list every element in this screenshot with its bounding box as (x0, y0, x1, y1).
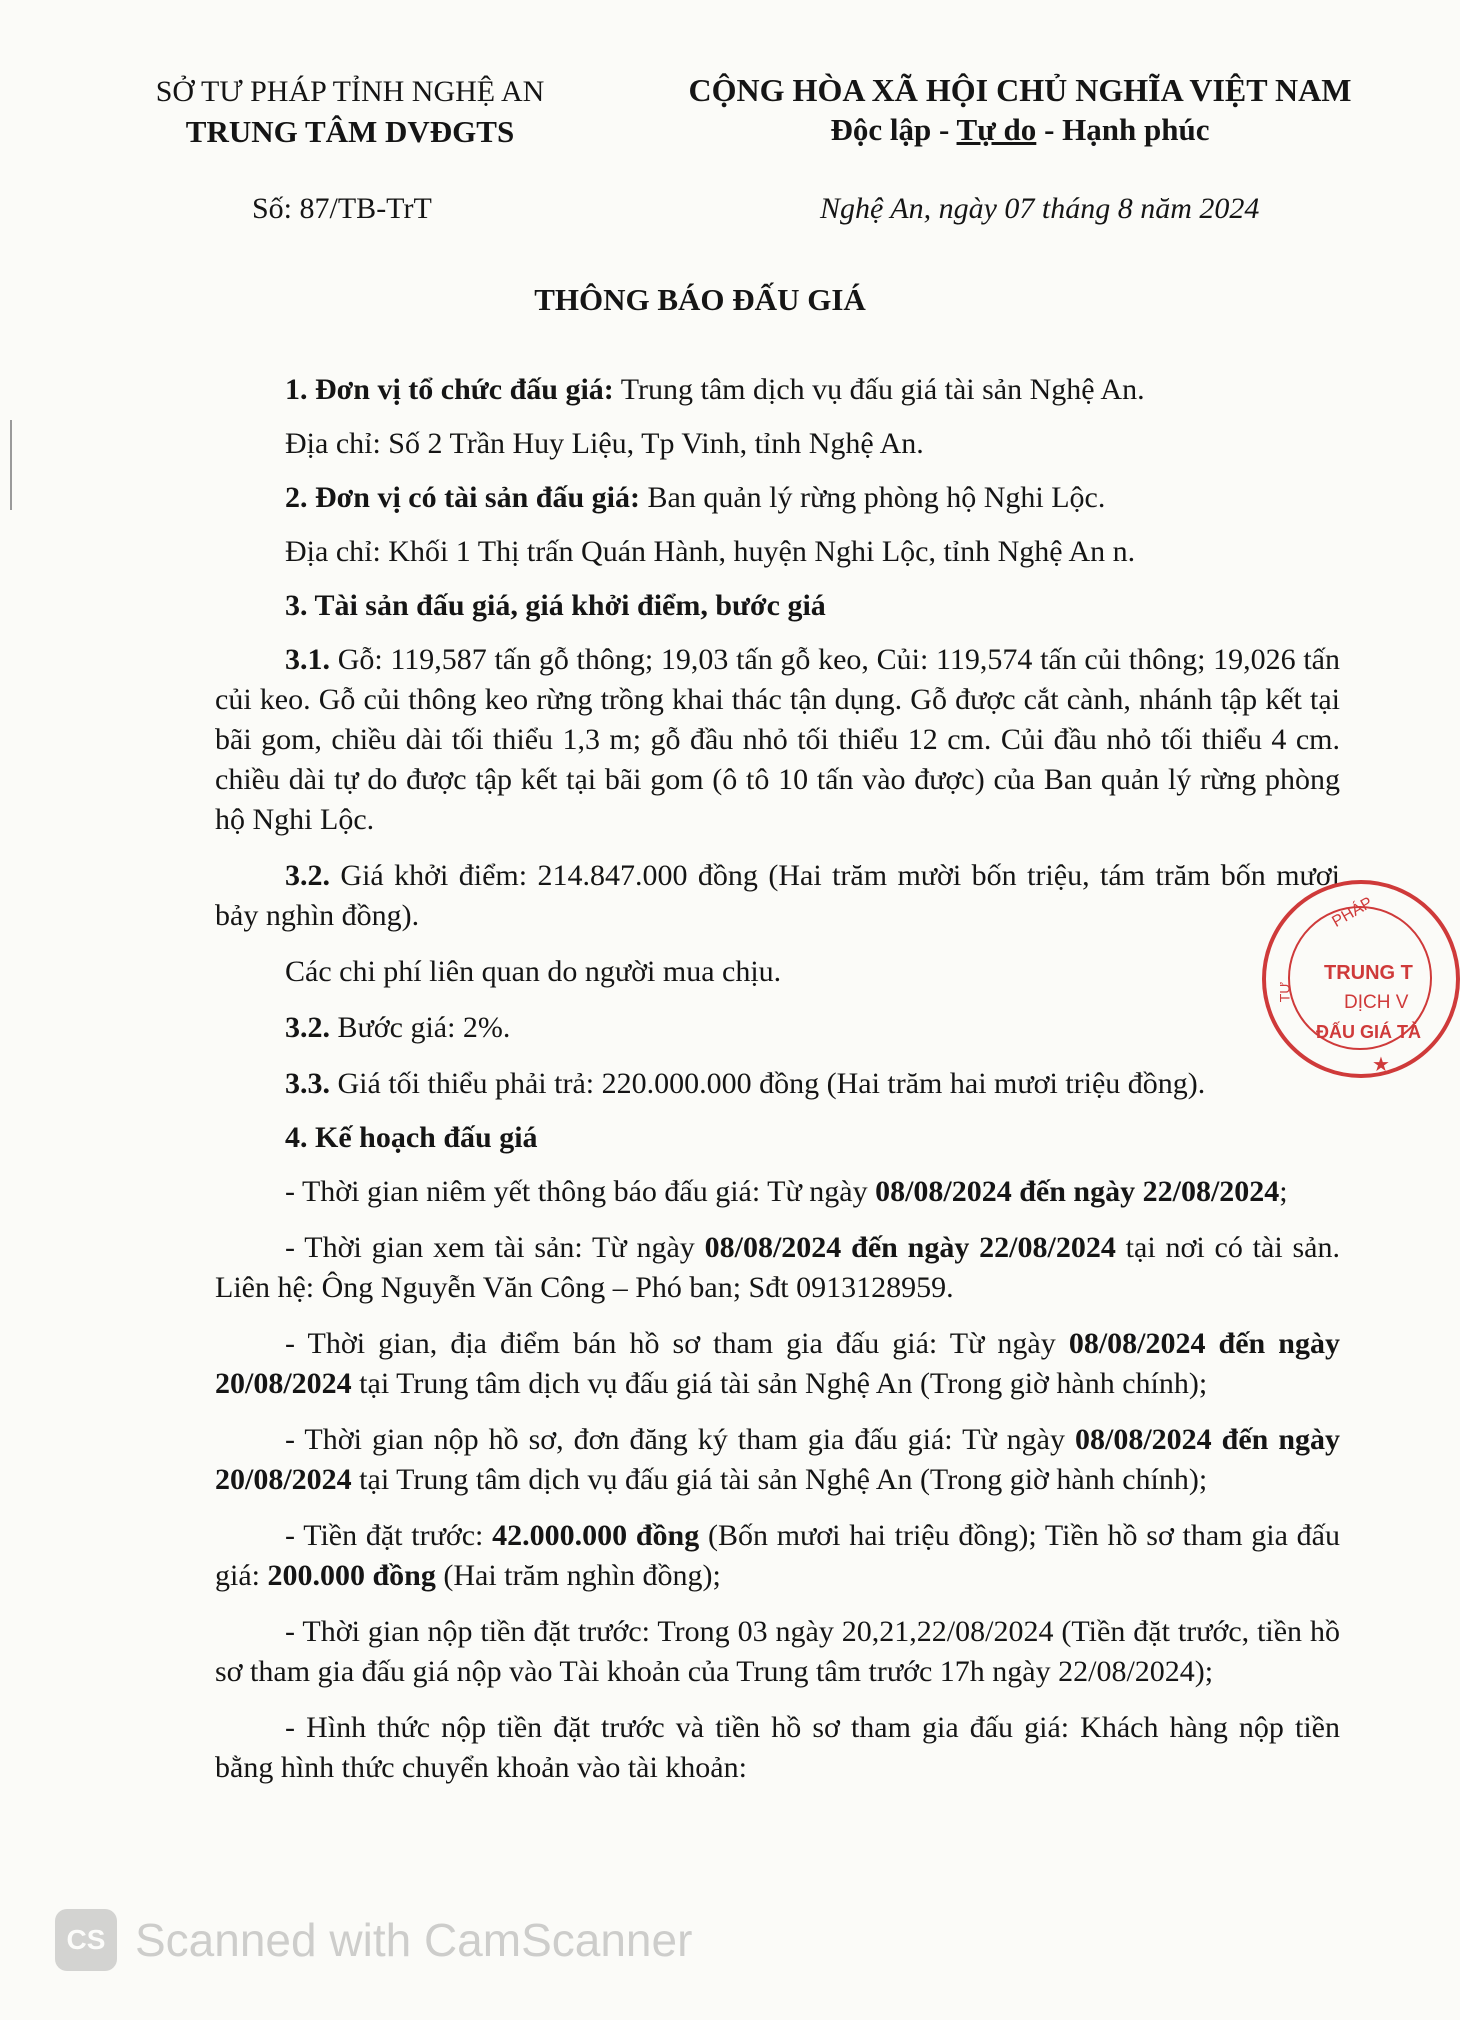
section-3-3-label: 3.3. (285, 1067, 330, 1100)
plan-item-3-dates: 08/08/2024 đến ngày 20/08/2024 (215, 1327, 1340, 1400)
place-date: Nghệ An, ngày 07 tháng 8 năm 2024 (820, 192, 1260, 225)
dossier-fee: 200.000 đồng (267, 1559, 436, 1592)
plan-item-2-dates: 08/08/2024 đến ngày 22/08/2024 (704, 1231, 1116, 1264)
motto-sep-1: - (931, 112, 957, 147)
plan-item-5 (215, 1516, 1340, 1596)
section-4-heading (215, 1118, 1340, 1158)
section-3-2-costs: Các chi phí liên quan do người mua chịu. (285, 955, 782, 988)
motto-sep-2: - (1036, 112, 1063, 147)
plan-item-1 (215, 1172, 1340, 1212)
scan-edge-mark (10, 420, 12, 510)
section-3-2 (215, 856, 1340, 936)
plan-item-1-a: - Thời gian niêm yết thông báo đấu giá: Từ ngày (285, 1175, 876, 1208)
plan-item-4-a: - Thời gian nộp hồ sơ, đơn đăng ký tham gia đấu giá: Từ ngày (285, 1423, 1075, 1456)
motto-part-3: Hạnh phúc (1062, 112, 1210, 147)
plan-item-3-a: - Thời gian, địa điểm bán hồ sơ tham gia đấu giá: Từ ngày (285, 1327, 1069, 1360)
plan-item-3 (215, 1324, 1340, 1404)
section-1-label: 1. Đơn vị tổ chức đấu giá: (285, 373, 614, 406)
watermark-text: Scanned with CamScanner (135, 1914, 693, 1966)
national-header (660, 70, 1380, 150)
section-3-3-text: Giá tối thiểu phải trả: 220.000.000 đồng (Hai trăm hai mươi triệu đồng). (330, 1067, 1206, 1100)
document-body (215, 370, 1340, 1804)
section-3-2-step (215, 1008, 1340, 1048)
motto-part-1: Độc lập (830, 112, 932, 147)
camscanner-watermark (55, 1905, 692, 1975)
section-3-2-text: Giá khởi điểm: 214.847.000 đồng (Hai trăm mười bốn triệu, tám trăm bốn mươi bảy nghìn đồng). (215, 859, 1340, 932)
stamp-arc-left: TƯ (1276, 981, 1293, 1003)
deposit-amount: 42.000.000 đồng (492, 1519, 700, 1552)
national-title: CỘNG HÒA XÃ HỘI CHỦ NGHĨA VIỆT NAM (688, 72, 1352, 108)
section-3-2-step-text: Bước giá: 2%. (330, 1011, 511, 1044)
section-2-value: Ban quản lý rừng phòng hộ Nghi Lộc. (640, 481, 1106, 514)
camscanner-logo-icon: CS (55, 1909, 117, 1971)
plan-item-5-e: (Hai trăm nghìn đồng); (435, 1559, 721, 1592)
plan-item-4-dates: 08/08/2024 đến ngày 20/08/2024 (215, 1423, 1341, 1496)
plan-item-7: - Hình thức nộp tiền đặt trước và tiền hồ sơ tham gia đấu giá: Khách hàng nộp tiền bằng hình thức chuyển khoản vào tài khoản: (215, 1711, 1340, 1784)
plan-item-2-a: - Thời gian xem tài sản: Từ ngày (285, 1231, 705, 1264)
stamp-arc-top: PHÁP (1329, 894, 1376, 931)
issuer-header (120, 72, 580, 152)
plan-item-1-dates: 08/08/2024 đến ngày 22/08/2024 (875, 1175, 1280, 1208)
section-4-heading-text: 4. Kế hoạch đấu giá (285, 1121, 538, 1154)
motto-part-2: Tự do (956, 112, 1037, 147)
section-3-heading (215, 586, 1340, 626)
section-1-address: Địa chỉ: Số 2 Trần Huy Liệu, Tp Vinh, tỉnh Nghệ An. (285, 427, 924, 460)
stamp-line-3: ĐẤU GIÁ TÀ (1316, 1022, 1421, 1042)
plan-item-4 (215, 1420, 1340, 1500)
issuer-department: SỞ TƯ PHÁP TỈNH NGHỆ AN (155, 75, 545, 108)
section-3-2-step-label: 3.2. (285, 1011, 330, 1044)
document-number: Số: 87/TB-TrT (252, 192, 432, 225)
section-3-heading-text: 3. Tài sản đấu giá, giá khởi điểm, bước giá (285, 589, 826, 622)
stamp-star-icon: ★ (1372, 1054, 1390, 1076)
issuer-center: TRUNG TÂM DVĐGTS (185, 114, 515, 149)
section-3-1-text: Gỗ: 119,587 tấn gỗ thông; 19,03 tấn gỗ keo, Củi: 119,574 tấn củi thông; 19,026 tấn củi keo. Gỗ củi thông keo rừng trồng khai thác tận dụng. Gỗ được cắt cành, nhánh tập kết tại bãi gom, chiều dài tối thiểu 1,3 m; gỗ đầu nhỏ tối thiểu 12 cm. Củi đầu nhỏ tối thiểu 4 cm. chiều dài tự do được tập kết tại bãi gom (ô tô 10 tấn vào được) của Ban quản lý rừng phòng hộ Nghi Lộc. (215, 643, 1340, 836)
plan-item-2-c: tại nơi có tài sản. Liên hệ: Ông Nguyễn Văn Công – Phó ban; Sđt 0913128959. (215, 1231, 1340, 1304)
plan-item-2 (215, 1228, 1340, 1308)
plan-item-6: - Thời gian nộp tiền đặt trước: Trong 03 ngày 20,21,22/08/2024 (Tiền đặt trước, tiền hồ sơ tham gia đấu giá nộp vào Tài khoản của Trung tâm trước 17h ngày 22/08/2024); (215, 1615, 1340, 1688)
document-title: THÔNG BÁO ĐẤU GIÁ (534, 282, 866, 317)
section-3-1-label: 3.1. (285, 643, 330, 676)
stamp-line-1: TRUNG T (1324, 962, 1413, 984)
plan-item-5-a: - Tiền đặt trước: (285, 1519, 493, 1552)
stamp-line-2: DỊCH V (1344, 992, 1409, 1013)
plan-item-5-c: (Bốn mươi hai triệu đồng); Tiền hồ sơ tham gia đấu giá: (215, 1519, 1340, 1592)
section-1 (215, 370, 1340, 410)
section-1-value: Trung tâm dịch vụ đấu giá tài sản Nghệ An. (613, 373, 1145, 406)
section-2 (215, 478, 1340, 518)
plan-item-1-c: ; (1279, 1175, 1288, 1208)
section-3-2-label: 3.2. (285, 859, 330, 892)
national-motto (660, 110, 1380, 150)
plan-item-3-c: tại Trung tâm dịch vụ đấu giá tài sản Nghệ An (Trong giờ hành chính); (351, 1367, 1208, 1400)
plan-item-4-c: tại Trung tâm dịch vụ đấu giá tài sản Nghệ An (Trong giờ hành chính); (351, 1463, 1208, 1496)
section-2-address: Địa chỉ: Khối 1 Thị trấn Quán Hành, huyện Nghi Lộc, tỉnh Nghệ An n. (285, 535, 1136, 568)
section-3-1 (215, 640, 1340, 840)
red-seal-stamp (1262, 880, 1460, 1078)
section-2-label: 2. Đơn vị có tài sản đấu giá: (285, 481, 640, 514)
section-3-3 (215, 1064, 1340, 1104)
